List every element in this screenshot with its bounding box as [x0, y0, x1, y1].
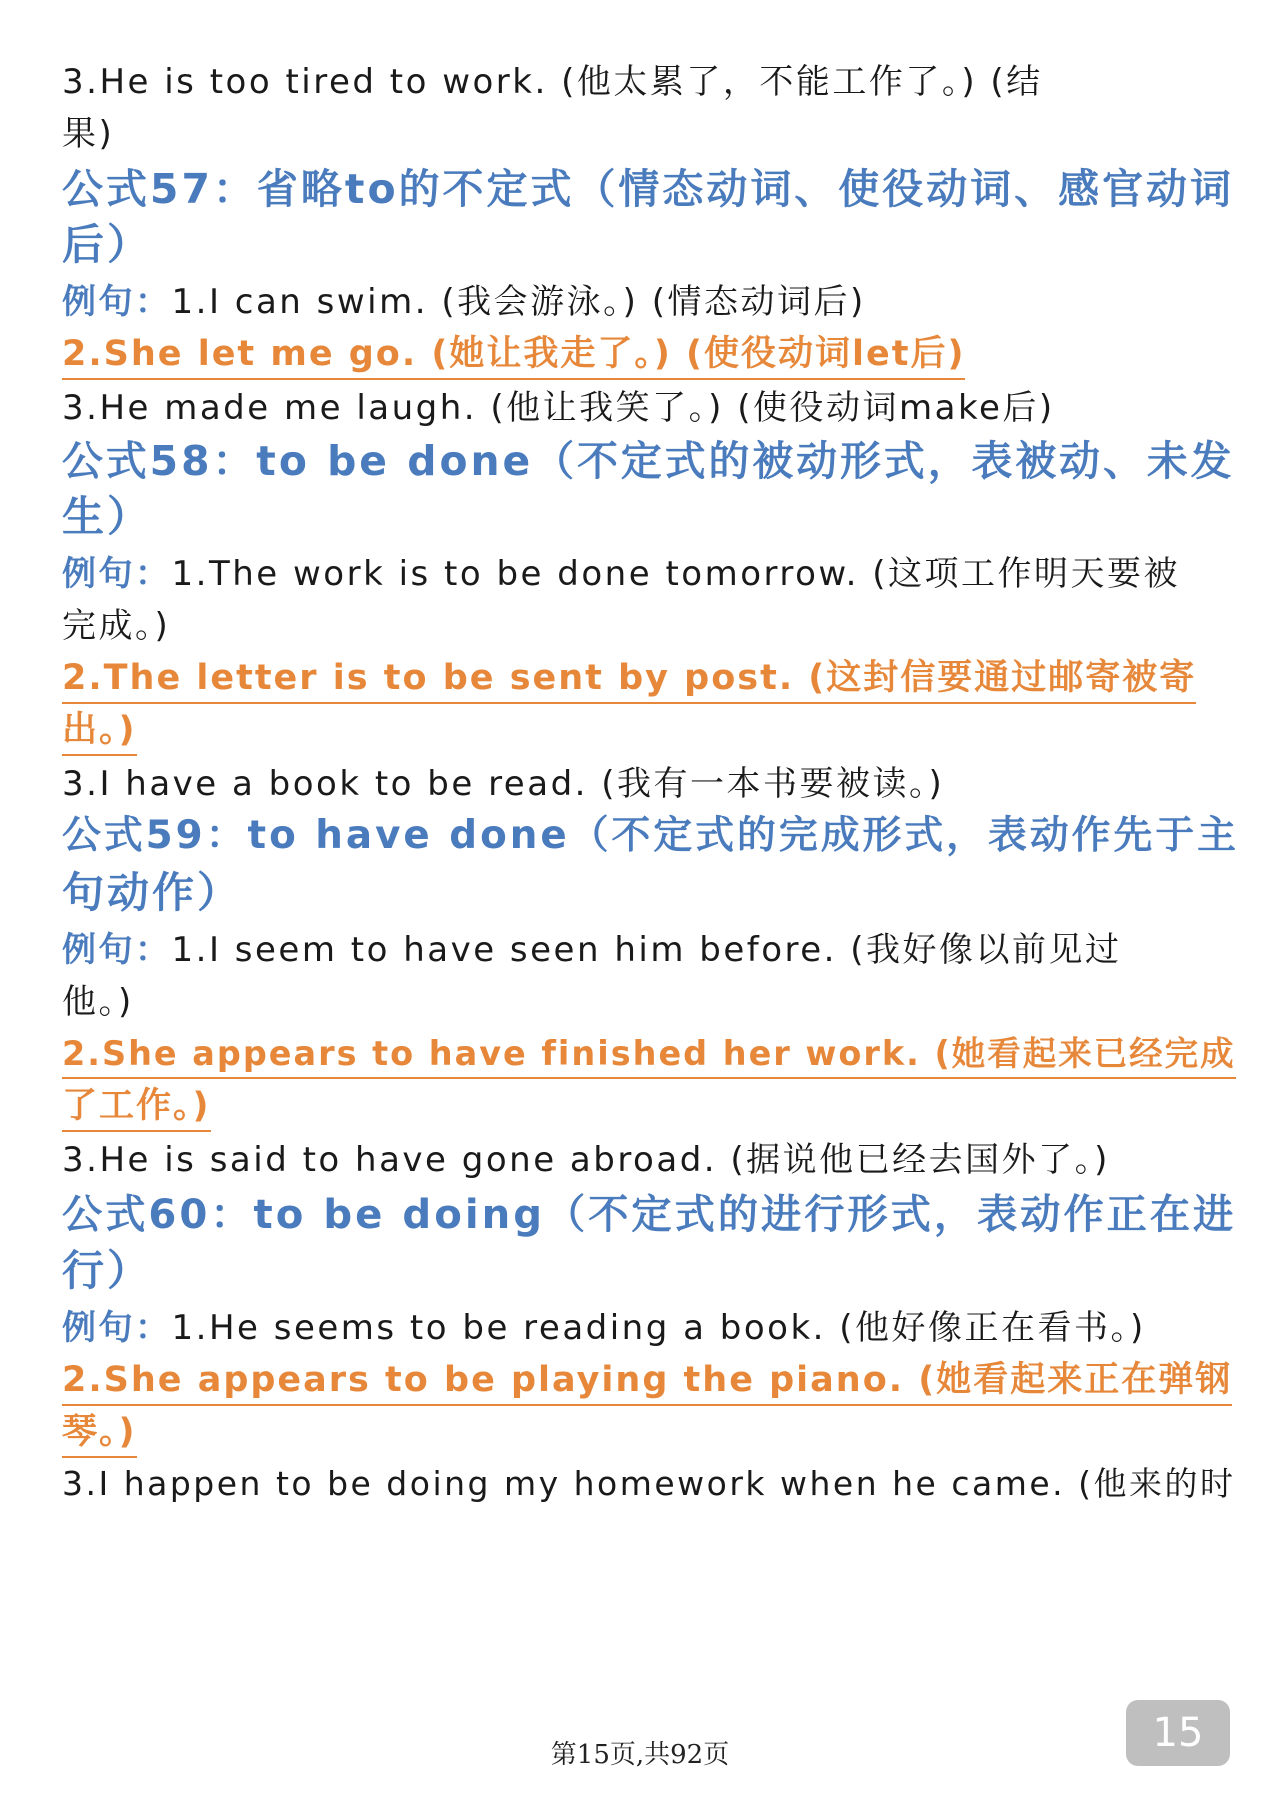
example-text: 1.I can swim. (我会游泳。) (情态动词后)	[171, 282, 866, 322]
highlight-example: 出。)	[62, 702, 137, 756]
example-line: 3.I have a book to be read. (我有一本书要被读。)	[62, 764, 945, 804]
example-line: 他。)	[62, 982, 134, 1022]
highlight-example: 2.The letter is to be sent by post. (这封信要通过邮寄被寄	[62, 650, 1196, 704]
formula-heading: 公式59：to have done（不定式的完成形式，表动作先于主	[62, 813, 1239, 858]
example-line: 3.He is said to have gone abroad. (据说他已经去国外了。)	[62, 1140, 1110, 1180]
formula-heading: 行）	[62, 1246, 153, 1295]
formula-heading: 公式58：to be done（不定式的被动形式，表被动、未发	[62, 437, 1235, 485]
formula-heading: 公式57：省略to的不定式（情态动词、使役动词、感官动词	[62, 165, 1234, 213]
example-line: 果)	[62, 114, 115, 154]
page-number-badge[interactable]: 15	[1126, 1700, 1230, 1766]
formula-heading: 生）	[62, 492, 153, 541]
example-text: 1.The work is to be done tomorrow. (这项工作明天要被	[171, 554, 1180, 594]
example-text: 1.I seem to have seen him before. (我好像以前见过	[171, 930, 1122, 970]
highlight-example: 琴。)	[62, 1404, 137, 1458]
highlight-example: 2.She appears to have finished her work. (她看起来已经完成	[62, 1026, 1236, 1079]
example-label: 例句：	[62, 554, 172, 594]
highlight-example: 2.She let me go. (她让我走了。) (使役动词let后)	[62, 326, 965, 380]
highlight-example: 了工作。)	[62, 1078, 211, 1132]
formula-heading: 句动作）	[62, 868, 243, 917]
example-label: 例句：	[62, 1308, 172, 1348]
example-line	[62, 1300, 1146, 1349]
example-line	[62, 922, 1122, 971]
example-line: 3.He made me laugh. (他让我笑了。) (使役动词make后)	[62, 388, 1055, 428]
example-label: 例句：	[62, 282, 172, 322]
example-line	[62, 274, 866, 323]
example-text: 1.He seems to be reading a book. (他好像正在看书。)	[171, 1308, 1146, 1348]
page-footer: 第15页,共92页	[550, 1740, 730, 1770]
example-line: 3.I happen to be doing my homework when he came. (他来的时	[62, 1464, 1236, 1503]
example-label: 例句：	[62, 930, 172, 970]
example-line: 3.He is too tired to work. (他太累了，不能工作了。) (结	[62, 62, 1043, 102]
highlight-example: 2.She appears to be playing the piano. (她看起来正在弹钢	[62, 1352, 1232, 1406]
formula-heading: 后）	[62, 220, 153, 269]
example-line	[62, 546, 1180, 595]
example-line: 完成。)	[62, 606, 171, 646]
formula-heading: 公式60：to be doing（不定式的进行形式，表动作正在进	[62, 1192, 1237, 1238]
